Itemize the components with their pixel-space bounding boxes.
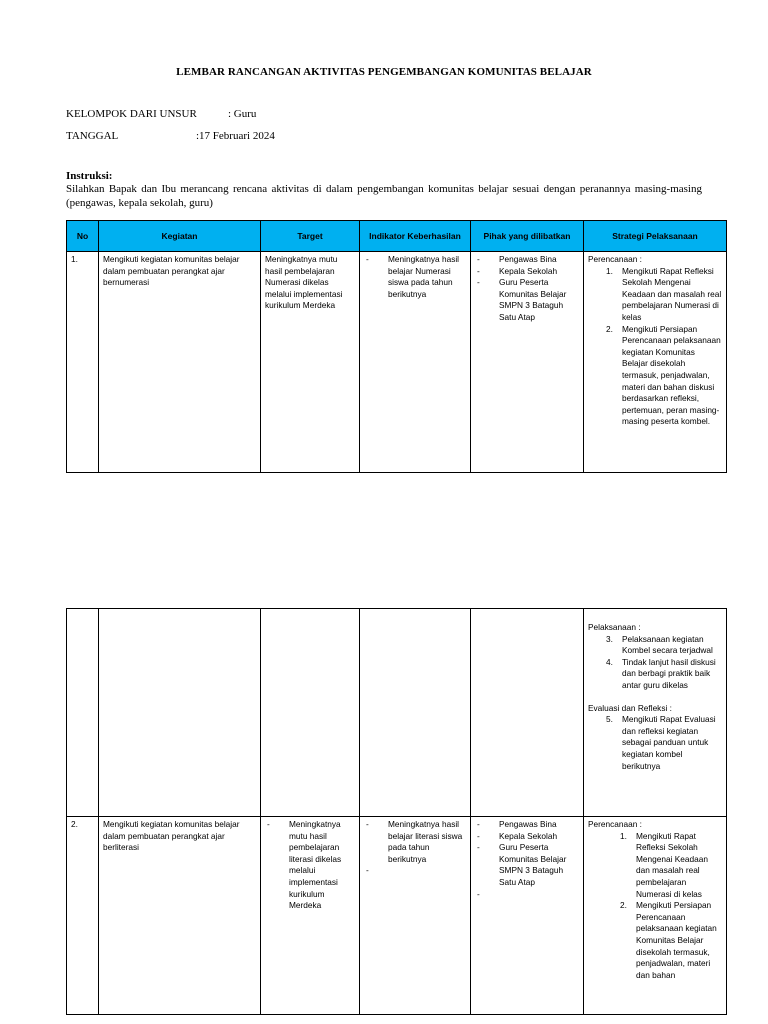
list-item (364, 865, 466, 877)
cell-indikator (360, 817, 471, 1015)
list-item: - Kepala Sekolah (475, 266, 579, 278)
list-item: - Pengawas Bina (475, 254, 579, 266)
item-number: 1. (620, 830, 627, 841)
list-item: - Meningkatnya mutu hasil pembelajaran literasi dikelas melalui implementasi kurikulum Merdeka (265, 819, 355, 912)
activity-table-page-2 (66, 608, 727, 1015)
document-title: LEMBAR RANCANGAN AKTIVITAS PENGEMBANGAN KOMUNITAS BELAJAR (176, 66, 592, 78)
item-number: 4. (606, 656, 613, 667)
item-number: 3. (606, 633, 613, 644)
cell-kegiatan: Mengikuti kegiatan komunitas belajar dalam pembuatan perangkat ajar bernumerasi (99, 252, 261, 473)
item-text: Pelaksanaan kegiatan Kombel secara terjadwal (622, 633, 713, 656)
cell-indikator (360, 252, 471, 473)
activity-table-page-1 (66, 220, 727, 473)
header-strategi: Strategi Pelaksanaan (584, 221, 727, 252)
header-indikator: Indikator Keberhasilan (360, 221, 471, 252)
list-item (588, 900, 722, 981)
cell-no: 2. (67, 817, 99, 1015)
list-item (588, 831, 722, 901)
list-item: - Meningkatnya hasil belajar Numerasi siswa pada tahun berikutnya (364, 254, 466, 300)
item-number: 5. (606, 714, 613, 725)
list-item: - Kepala Sekolah (475, 831, 579, 843)
list-item (475, 889, 579, 901)
tanggal-row (66, 130, 275, 142)
cell-pihak (471, 817, 584, 1015)
list-item: - Guru Peserta Komunitas Belajar SMPN 3 Bataguh Satu Atap (475, 842, 579, 888)
tanggal-value: :17 Februari 2024 (196, 130, 275, 142)
list-item (588, 324, 722, 428)
cell-kegiatan: Mengikuti kegiatan komunitas belajar dalam pembuatan perangkat ajar berliterasi (99, 817, 261, 1015)
cell-kegiatan (99, 609, 261, 817)
cell-strategi (584, 609, 727, 817)
cell-target (261, 817, 360, 1015)
list-item: - Meningkatnya hasil belajar literasi siswa pada tahun berikutnya (364, 819, 466, 865)
list-item: - Pengawas Bina (475, 819, 579, 831)
strategi-heading: Perencanaan : (588, 819, 642, 829)
item-text: Mengikuti Rapat Refleksi Sekolah Mengenai Keadaan dan masalah real pembelajaran Numerasi di kelas (636, 830, 708, 899)
header-target: Target (261, 221, 360, 252)
item-number: 2. (606, 323, 613, 334)
kelompok-row (66, 108, 256, 120)
cell-pihak (471, 252, 584, 473)
table-row (67, 817, 727, 1015)
cell-pihak (471, 609, 584, 817)
item-number: 2. (620, 900, 627, 911)
table-row (67, 609, 727, 817)
list-item (588, 714, 722, 772)
list-item (588, 634, 722, 657)
item-text: Mengikuti Persiapan Perencanaan pelaksanaan kegiatan Komunitas Belajar disekolah termasuk, penjadwalan, materi dan bahan (636, 900, 717, 980)
instruksi-body: Silahkan Bapak dan Ibu merancang rencana aktivitas di dalam pengembangan komunitas belajar sesuai dengan peranannya masing-masing (pengawas, kepala sekolah, guru) (66, 183, 702, 209)
header-no: No (67, 221, 99, 252)
list-item (588, 266, 722, 324)
list-item (588, 657, 722, 692)
tanggal-label: TANGGAL (66, 130, 119, 142)
header-kegiatan: Kegiatan (99, 221, 261, 252)
item-text: Mengikuti Rapat Refleksi Sekolah Mengenai Keadaan dan masalah real pembelajaran Numerasi di kelas (622, 265, 722, 322)
kelompok-label: KELOMPOK DARI UNSUR (66, 108, 197, 120)
kelompok-value: : Guru (228, 108, 257, 120)
cell-strategi (584, 252, 727, 473)
item-text: Tindak lanjut hasil diskusi dan berbagi praktik baik antar guru dikelas (622, 656, 716, 690)
cell-no: 1. (67, 252, 99, 473)
instruksi-heading: Instruksi: (66, 170, 113, 182)
list-item: - Guru Peserta Komunitas Belajar SMPN 3 Bataguh Satu Atap (475, 277, 579, 323)
pelaksanaan-heading: Pelaksanaan : (588, 622, 641, 632)
table-row (67, 252, 727, 473)
strategi-heading: Perencanaan : (588, 254, 642, 264)
table-header-row (67, 221, 727, 252)
cell-strategi (584, 817, 727, 1015)
cell-indikator (360, 609, 471, 817)
item-text: Mengikuti Rapat Evaluasi dan refleksi kegiatan sebagai panduan untuk kegiatan kombel berikutnya (622, 714, 716, 771)
cell-no (67, 609, 99, 817)
header-pihak: Pihak yang dilibatkan (471, 221, 584, 252)
cell-target (261, 609, 360, 817)
evaluasi-heading: Evaluasi dan Refleksi : (588, 702, 672, 713)
item-number: 1. (606, 265, 613, 276)
cell-target: Meningkatnya mutu hasil pembelajaran Numerasi dikelas melalui implementasi kurikulum Merdeka (261, 252, 360, 473)
item-text: Mengikuti Persiapan Perencanaan pelaksanaan kegiatan Komunitas Belajar disekolah termasuk, penjadwalan, materi dan bahan diskusi berdasarkan refleksi, pertemuan, peran masing-masing peserta kombel. (622, 323, 721, 427)
